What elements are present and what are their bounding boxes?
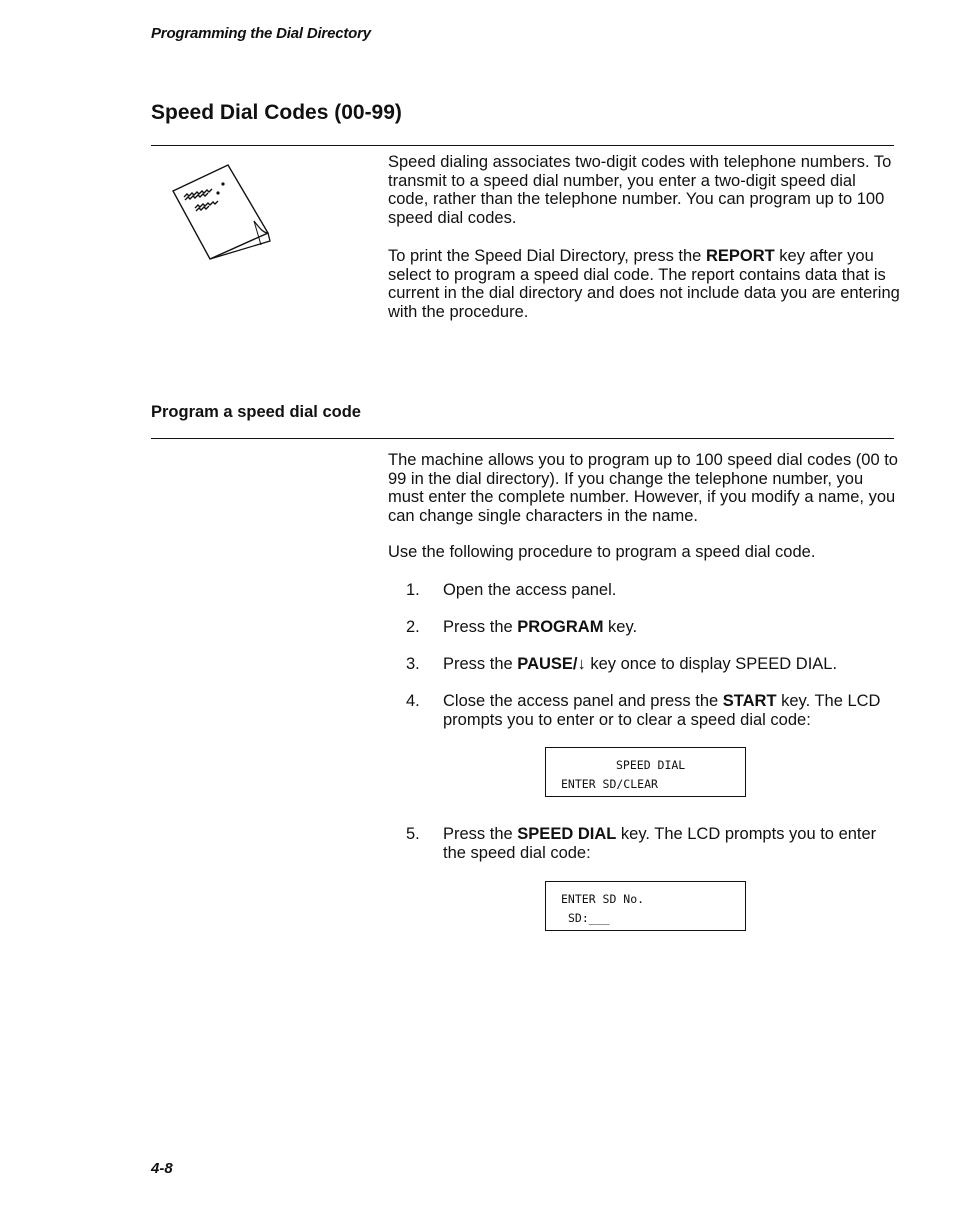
step-text: Press the PAUSE/↓ key once to display SPEED DIAL. (443, 655, 838, 673)
lcd-line: SPEED DIAL (616, 758, 686, 772)
step-text: Open the access panel. (443, 581, 617, 599)
section-title: Speed Dial Codes (00-99) (151, 101, 402, 124)
divider-rule (151, 438, 894, 439)
lcd-line: SD:___ (568, 910, 610, 925)
lcd-display (545, 747, 746, 797)
intro-paragraph-1: Speed dialing associates two-digit codes with telephone numbers. To transmit to a speed dial number, you enter a two-digit speed dial code, rather than the telephone number. You can program up to 100 speed dial codes. (388, 153, 892, 227)
body-paragraph-2: Use the following procedure to program a speed dial code. (388, 543, 816, 561)
lcd-line: ENTER SD/CLEAR (561, 776, 658, 791)
step-number: 3. (406, 655, 420, 673)
intro-paragraph-2: To print the Speed Dial Directory, press the REPORT key after you select to program a speed dial code. The report contains data that is current in the dial directory and does not include data you are entering with the procedure. (388, 247, 900, 321)
step-number: 1. (406, 581, 420, 599)
step-number: 2. (406, 618, 420, 636)
running-header: Programming the Dial Directory (151, 25, 371, 42)
directory-booklet-icon (168, 163, 278, 263)
page-number: 4-8 (151, 1160, 173, 1177)
step-text: Close the access panel and press the START key. The LCD prompts you to enter or to clear a speed dial code: (443, 692, 881, 729)
report-key-label: REPORT (705, 247, 775, 265)
lcd-line: ENTER SD No. (561, 892, 645, 906)
step-text: Press the PROGRAM key. (443, 618, 638, 636)
lcd-display (545, 881, 746, 931)
step-number: 5. (406, 825, 420, 843)
body-paragraph-1: The machine allows you to program up to 100 speed dial codes (00 to 99 in the dial directory). If you change the telephone number, you must enter the complete number. However, if you modify a name, you can change single characters in the name. (388, 451, 898, 525)
step-text: Press the SPEED DIAL key. The LCD prompts you to enter the speed dial code: (443, 825, 877, 862)
divider-rule (151, 145, 894, 146)
step-number: 4. (406, 692, 420, 710)
subsection-title: Program a speed dial code (151, 403, 361, 421)
